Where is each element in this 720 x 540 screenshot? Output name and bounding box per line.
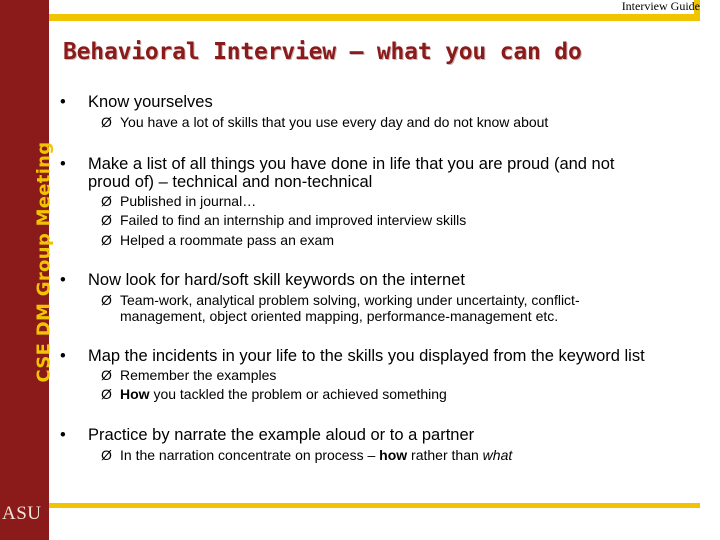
bullet-glyph: • [60, 426, 66, 444]
bullet-text: Now look for hard/soft skill keywords on the internet [88, 271, 465, 289]
arrow-icon: Ø [101, 447, 112, 463]
sub-text-mid: rather than [407, 447, 483, 463]
bullet-text: Know yourselves [88, 93, 213, 111]
sub-text: Team-work, analytical problem solving, working under uncertainty, conflict- [120, 292, 580, 308]
slide-title: Behavioral Interview – what you can do [63, 39, 582, 65]
sub-text [120, 447, 512, 463]
sub-text-rest: you tackled the problem or achieved something [149, 386, 447, 402]
arrow-icon: Ø [101, 386, 112, 402]
sub-text: Failed to find an internship and improved interview skills [120, 212, 467, 228]
arrow-icon: Ø [101, 114, 112, 130]
sub-text-bold: how [379, 447, 408, 463]
bullet-text: Make a list of all things you have done in life that you are proud (and not [88, 155, 615, 173]
arrow-icon: Ø [101, 232, 112, 248]
asu-logo: ASU [2, 503, 42, 524]
bullet-text: Map the incidents in your life to the skills you displayed from the keyword list [88, 347, 645, 365]
sub-text: Remember the examples [120, 367, 277, 383]
bullet-glyph: • [60, 93, 66, 111]
sub-text [120, 386, 447, 402]
sub-text-pre: In the narration concentrate on process – [120, 447, 380, 463]
sub-text: management, object oriented mapping, performance-management etc. [120, 308, 559, 324]
arrow-icon: Ø [101, 292, 112, 308]
bullet-text: Practice by narrate the example aloud or to a partner [88, 426, 475, 444]
arrow-icon: Ø [101, 367, 112, 383]
arrow-icon: Ø [101, 212, 112, 228]
bullet-glyph: • [60, 347, 66, 365]
bullet-text: proud of) – technical and non-technical [88, 173, 373, 191]
bullet-glyph: • [60, 155, 66, 173]
sub-text: Helped a roommate pass an exam [120, 232, 334, 248]
header-label: Interview Guide [621, 0, 700, 13]
sub-text-bold: How [120, 386, 150, 402]
sidebar-title: CSE DM Group Meeting [33, 141, 55, 383]
sub-text: You have a lot of skills that you use every day and do not know about [120, 114, 549, 130]
arrow-icon: Ø [101, 193, 112, 209]
sub-text-italic: what [482, 447, 513, 463]
sub-text: Published in journal… [120, 193, 257, 209]
bullet-glyph: • [60, 271, 66, 289]
